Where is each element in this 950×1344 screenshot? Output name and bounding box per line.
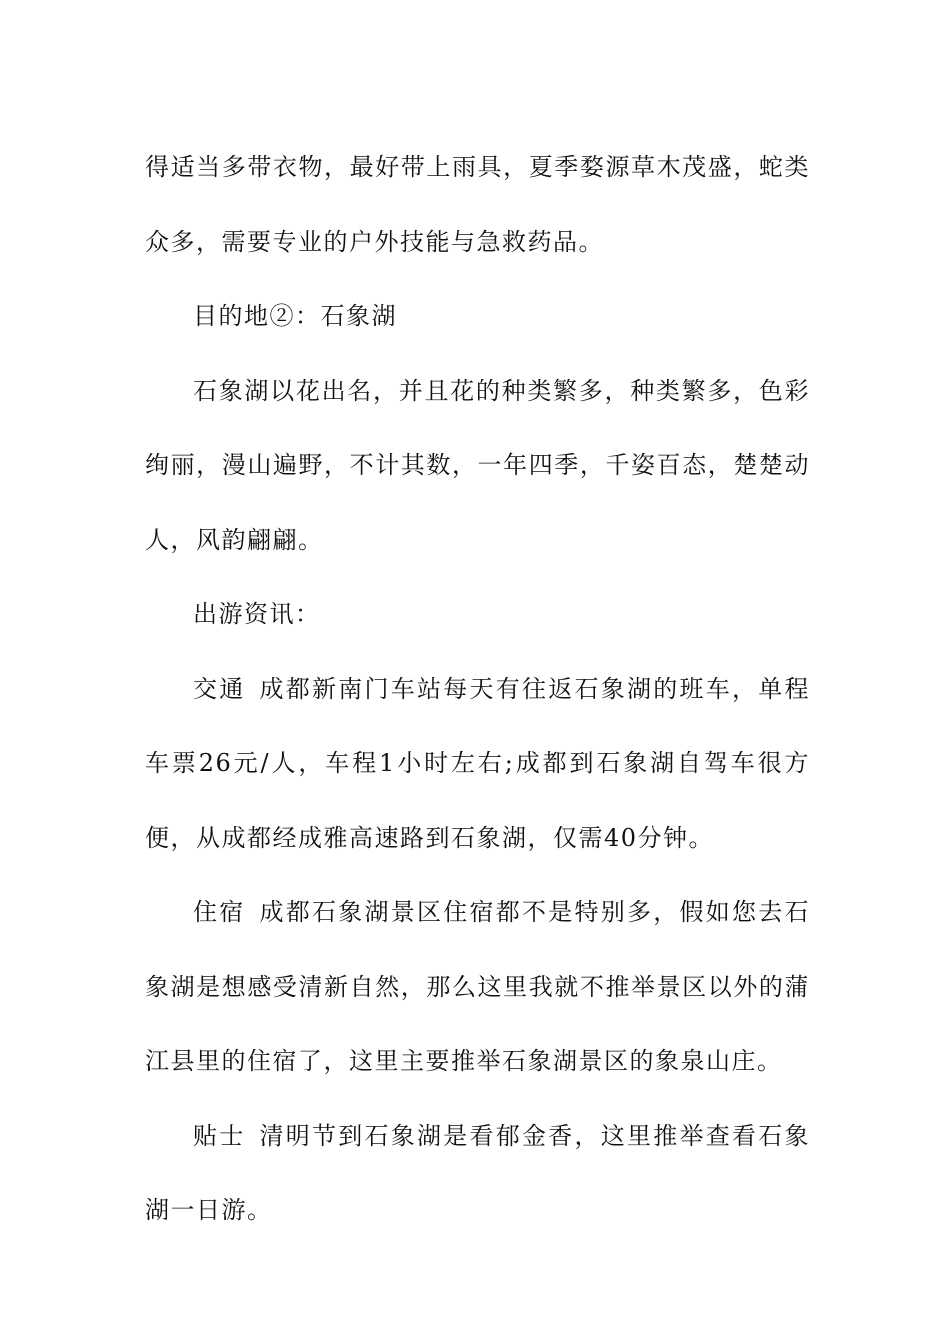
paragraph-description: 石象湖以花出名，并且花的种类繁多，种类繁多，色彩绚丽，漫山遍野，不计其数，一年四季，千姿百态，楚楚动人，风韵翩翩。 [145, 376, 810, 554]
tips-label: 贴士 [193, 1121, 246, 1150]
paragraph-lodging [145, 875, 810, 1099]
transport-text: 成都新南门车站每天有往返石象湖的班车，单程车票26元/人，车程1小时左右;成都到石象湖自驾车很方便，从成都经成雅高速路到石象湖，仅需40分钟。 [145, 674, 810, 852]
travel-info-heading: 出游资讯： [193, 600, 321, 628]
transport-label: 交通 [193, 674, 246, 703]
destination-heading: 目的地②：石象湖 [193, 302, 397, 330]
tips-text: 清明节到石象湖是看郁金香，这里推举查看石象湖一日游。 [145, 1121, 810, 1224]
paragraph-tips [145, 1099, 810, 1248]
lodging-text: 成都石象湖景区住宿都不是特别多，假如您去石象湖是想感受清新自然，那么这里我就不推举景区以外的蒲江县里的住宿了，这里主要推举石象湖景区的象泉山庄。 [145, 898, 810, 1075]
lodging-label: 住宿 [193, 898, 246, 926]
document-body [145, 130, 810, 1248]
paragraph-continuation: 得适当多带衣物，最好带上雨具，夏季婺源草木茂盛，蛇类众多，需要专业的户外技能与急救药品。 [145, 153, 810, 256]
paragraph-transport [145, 652, 810, 876]
